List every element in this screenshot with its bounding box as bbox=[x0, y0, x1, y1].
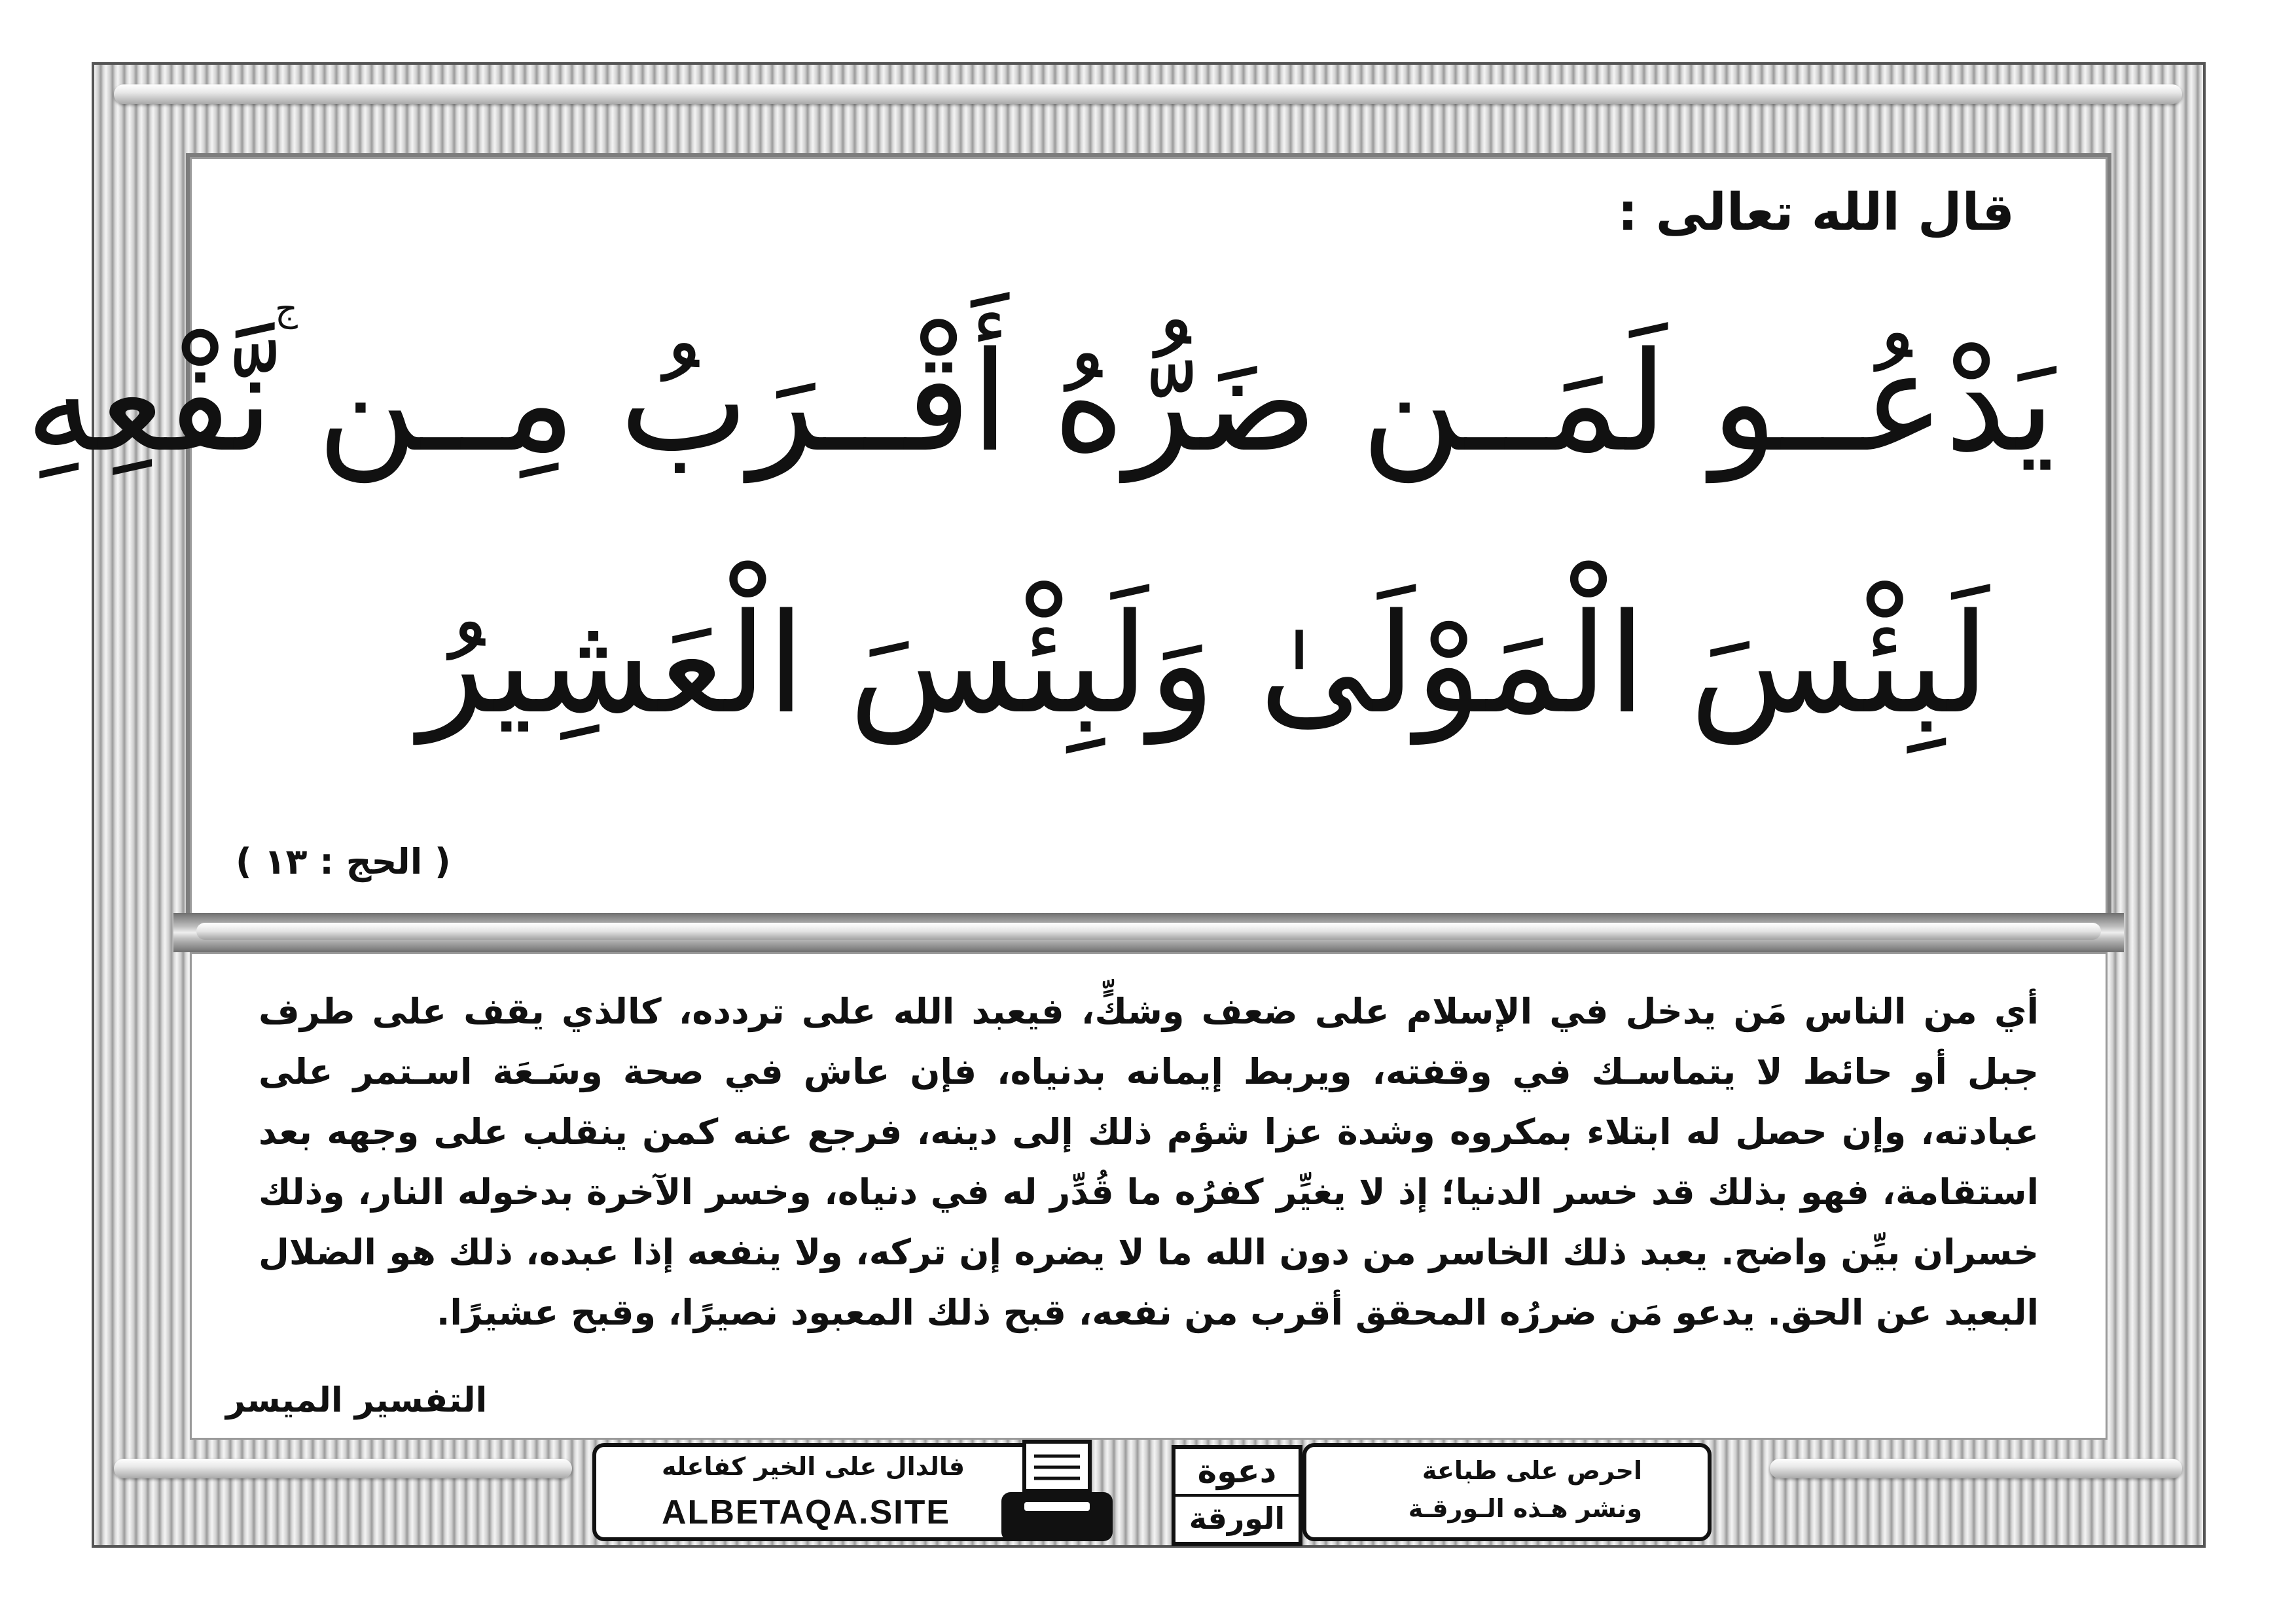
printer-icon bbox=[995, 1436, 1119, 1548]
frame-rail-bottom-right bbox=[1770, 1459, 2182, 1478]
footer-site[interactable]: ALBETAQA.SITE bbox=[662, 1493, 951, 1531]
verse-reference: ( الحج : ١٣ ) bbox=[236, 841, 451, 882]
frame-rail-top bbox=[114, 84, 2182, 104]
divider-rail bbox=[196, 923, 2101, 940]
albetaqa-logo bbox=[1168, 1443, 1306, 1548]
tafsir-text: أي من الناس مَن يدخل في الإسلام على ضعف وشكٍّ، فيعبد الله على تردده، كالذي يقف على طرف جبل أو حائط لا يتماسـك في وقفته، ويربط إيمانه بدنياه، فإن عاش في صحة وسَـعَة اسـتمر على عبادته، وإن حصل له ابتلاء بمكروه وشدة عزا شؤم ذلك إلى دينه، فرجع عنه كمن ينقلب على وجهه بعد استقامة، فهو بذلك قد خسر الدنيا؛ إذ لا يغيِّر كفرُه ما قُدِّر له في دنياه، وخسر الآخرة بدخوله النار، وذلك خسران بيِّن واضح. يعبد ذلك الخاسر من دون الله ما لا يضره إن تركه، ولا ينفعه إذا عبده، ذلك هو الضلال البعيد عن الحق. يدعو مَن ضررُه المحقق أقرب من نفعه، قبح ذلك المعبود نصيرًا، وقبح عشيرًا. bbox=[259, 991, 2039, 1333]
footer-note-line-1: احرص على طباعة bbox=[1422, 1456, 1642, 1485]
verse-line-2: لَبِئْسَ الْمَوْلَىٰ وَلَبِئْسَ الْعَشِيرُ bbox=[418, 584, 1990, 744]
footer-slogan: فالدال على الخير كفاعله bbox=[662, 1452, 965, 1481]
page-heading: قال الله تعالى : bbox=[1617, 183, 2015, 242]
frame-rail-bottom-left bbox=[114, 1459, 572, 1478]
verse-line-1: يَدْعُــو لَمَــن ضَرُّهُ أَقْــرَبُ مِــن نَّفْعِهِ bbox=[25, 322, 2055, 482]
footer-note-box bbox=[1302, 1443, 1712, 1541]
logo-line-1: دعوة bbox=[1197, 1452, 1277, 1490]
logo-line-2: الورقة bbox=[1189, 1501, 1285, 1536]
tafsir-source: التفسير الميسر bbox=[226, 1381, 488, 1420]
verse-panel bbox=[25, 157, 2108, 919]
waqf-mark: ج bbox=[275, 288, 298, 329]
footer-note-line-2: ونشر هـذه الـورقـة bbox=[1408, 1494, 1642, 1523]
